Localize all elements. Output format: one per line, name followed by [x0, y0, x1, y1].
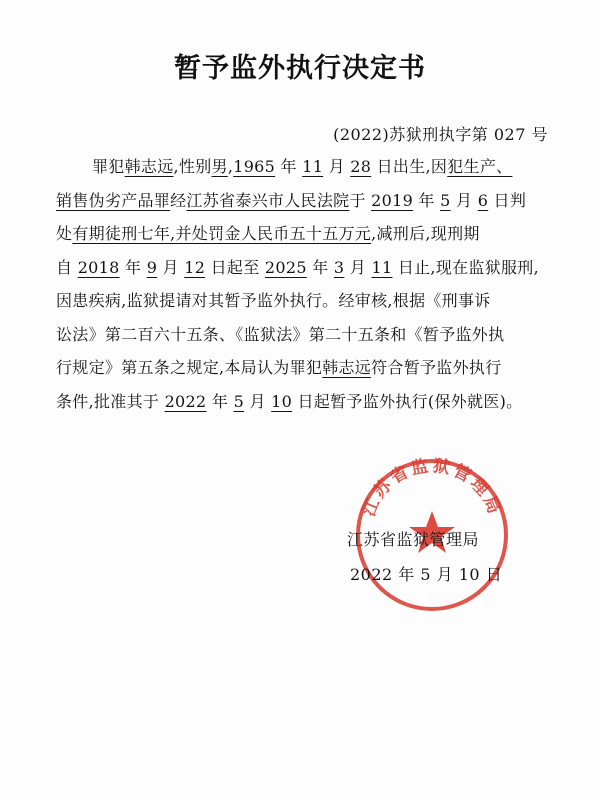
body-line-4: [56, 251, 556, 285]
text-fragment: 年: [275, 157, 303, 176]
text-fragment: 年: [119, 257, 147, 277]
text-fragment: 年: [206, 391, 234, 411]
body-line-1: [56, 150, 556, 184]
convict-sex: 男: [211, 157, 228, 176]
text-fragment: 月: [244, 391, 272, 411]
document-title: 暂予监外执行决定书: [174, 53, 426, 84]
text-fragment: 年: [306, 257, 334, 277]
term-start-day: 12: [184, 257, 206, 277]
text-fragment: 符合暂予监外执行: [371, 358, 502, 377]
crime-name-part1: 犯生产、: [447, 157, 513, 176]
decision-month: 5: [233, 391, 245, 411]
svg-text:江苏省监狱管理局: [359, 455, 505, 519]
body-line-5: 因患疾病,监狱提请对其暂予监外执行。经审核,根据《刑事诉: [56, 291, 491, 310]
text-fragment: 经: [170, 190, 187, 210]
text-fragment: 罪犯: [92, 157, 125, 176]
convict-name-repeat: 韩志远: [322, 358, 372, 377]
decision-year: 2022: [164, 391, 207, 411]
text-fragment: 行规定》第五条之规定,本局认为罪犯: [56, 358, 323, 377]
term-start-year: 2018: [77, 257, 120, 277]
term-end-day: 11: [371, 257, 393, 277]
term-end-month: 3: [333, 257, 345, 277]
body-line-6: 讼法》第二百六十五条、《监狱法》第二十五条和《暂予监外执: [56, 324, 505, 344]
crime-name-part2: 销售伪劣产品罪: [56, 190, 171, 210]
text-fragment: 日起暂予监外执行(保外就医)。: [292, 391, 523, 411]
term-start-month: 9: [146, 257, 158, 277]
body-line-3: [56, 217, 556, 251]
birth-month: 11: [302, 157, 324, 176]
term-end-year: 2025: [264, 257, 307, 277]
text-fragment: 日止,现在监狱服刑,: [392, 257, 539, 277]
court-name: 江苏省泰兴市人民法院: [186, 190, 350, 210]
text-fragment: 日出生,因: [371, 157, 448, 176]
judgment-year: 2019: [371, 190, 414, 210]
decision-body: [56, 150, 556, 418]
text-fragment: 月: [323, 157, 351, 176]
text-fragment: 自: [56, 257, 78, 277]
text-fragment: 日判: [488, 190, 527, 210]
text-fragment: 月: [157, 257, 185, 277]
body-line-7: [56, 351, 556, 385]
text-fragment: 月: [450, 190, 478, 210]
birth-year: 1965: [233, 157, 276, 176]
seal-text: 江苏省监狱管理局: [359, 456, 505, 520]
judgment-month: 5: [440, 190, 451, 210]
document-number: (2022)苏狱刑执字第 027 号: [333, 125, 548, 144]
issue-date: 2022 年 5 月 10 日: [350, 565, 503, 584]
text-fragment: 处: [56, 224, 73, 243]
convict-name: 韩志远: [124, 157, 174, 176]
text-fragment: 日起至: [205, 257, 265, 277]
text-fragment: 于: [349, 190, 372, 210]
body-line-2: [56, 184, 556, 218]
text-fragment: 条件,批准其于: [56, 391, 165, 411]
text-fragment: ,: [227, 157, 234, 176]
issuing-authority: 江苏省监狱管理局: [347, 530, 480, 549]
text-fragment: 月: [344, 257, 372, 277]
birth-day: 28: [350, 157, 372, 176]
text-fragment: ,性别: [173, 157, 212, 176]
text-fragment: ,减刑后,现刑期: [371, 224, 480, 243]
text-fragment: 年: [413, 190, 441, 210]
decision-day: 10: [271, 391, 293, 411]
judgment-day: 6: [477, 190, 489, 210]
body-line-8: [56, 385, 556, 419]
sentence-text: 有期徒刑七年,并处罚金人民币五十五万元: [72, 224, 372, 243]
